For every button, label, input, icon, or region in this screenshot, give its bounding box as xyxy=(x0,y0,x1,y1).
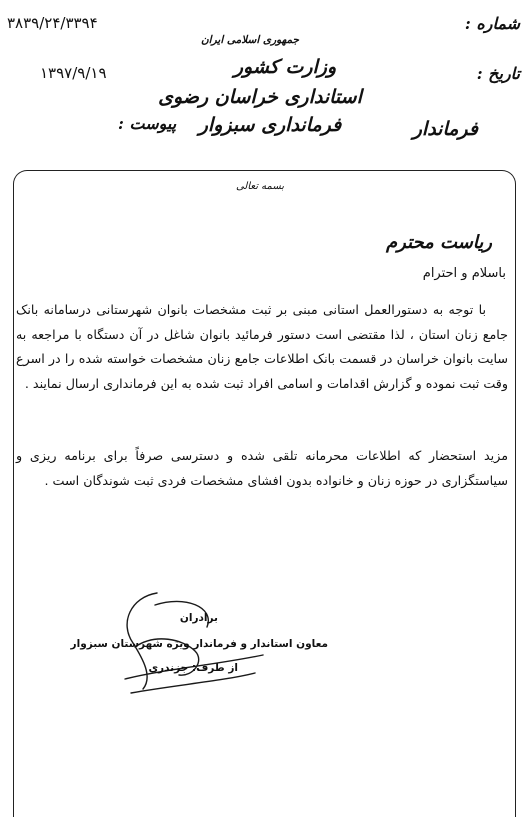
number-value: ۳۸۳۹/۲۴/۳۳۹۴ xyxy=(7,14,98,32)
province-office-title: استانداری خراسان رضوی xyxy=(158,86,362,108)
greeting: باسلام و احترام xyxy=(422,266,506,281)
letter-body-continued xyxy=(16,444,508,493)
ministry-title: وزارت کشور xyxy=(233,56,337,78)
county-office-title: فرمانداری سبزوار xyxy=(198,114,342,136)
paragraph-2: مزید استحضار که اطلاعات محرمانه تلقی شده و دسترسی صرفاً برای برنامه ریزی و سیاستگزاری در حوزه زنان و خانواده بدون افشای مشخصات فردی ثبت شوندگان است . xyxy=(16,448,508,488)
recipient-heading: ریاست محترم xyxy=(386,232,492,253)
attachment-label: پیوست : xyxy=(118,114,177,133)
signature-salutation: برادران xyxy=(179,612,218,624)
invocation: بسمه تعالی xyxy=(235,181,285,192)
date-label: تاریخ : xyxy=(476,64,520,83)
republic-title: جمهوری اسلامی ایران xyxy=(200,34,300,46)
paragraph-1: با توجه به دستورالعمل استانی مبنی بر ثبت مشخصات بانوان شهرستانی درسامانه بانک جامع زنان استان ، لذا مقتضی است دستور فرمائید بانوان شاغل در آن دستگاه با مراجعه به سایت بانوان خراسان در قسمت بانک اطلاعات جامع زنان مشخصات خواسته شده را در اسرع وقت ثبت نموده و گزارش اقدامات و اسامی افراد ثبت شده به این فرمانداری ارسال نمایند . xyxy=(16,302,508,391)
letter-body xyxy=(16,298,508,396)
governor-title: فرماندار xyxy=(412,118,478,140)
signature-title: معاون استاندار و فرماندار ویژه شهرستان سبزوار xyxy=(70,638,328,650)
date-value: ۱۳۹۷/۹/۱۹ xyxy=(40,64,107,82)
number-label: شماره : xyxy=(464,14,520,33)
signature-on-behalf: از طرف: جزندری xyxy=(148,662,238,674)
